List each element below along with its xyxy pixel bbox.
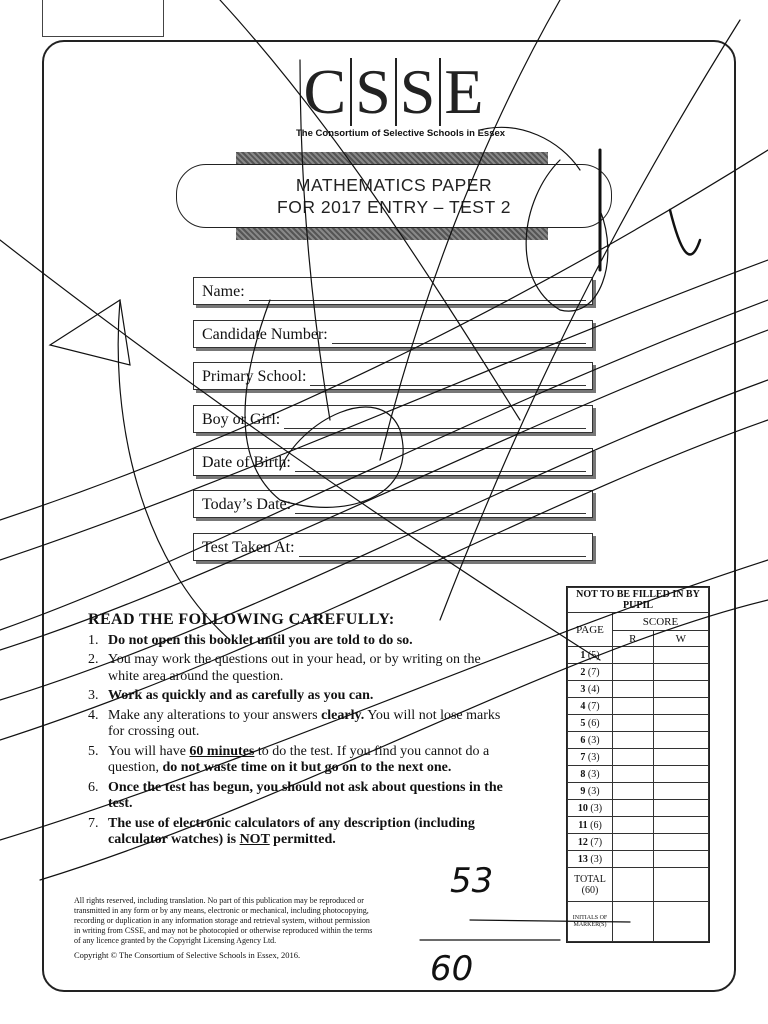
page-number: 4 — [580, 700, 586, 712]
title-line-2: FOR 2017 ENTRY – TEST 2 — [277, 197, 511, 217]
instruction-text-part: You will not lose marks for crossing out. — [108, 707, 501, 739]
instruction-text-underline: 60 minutes — [189, 743, 255, 759]
page-number: 1 — [580, 649, 586, 661]
page-number: 11 — [578, 819, 588, 831]
scribble-line — [380, 0, 560, 460]
field-label: Today’s Date: — [202, 496, 292, 513]
instruction-number: 3. — [88, 688, 99, 703]
wrong-column-header: W — [653, 631, 708, 647]
logo-subtitle: The Consortium of Selective Schools in Essex — [296, 128, 506, 139]
logo-letter: S — [395, 58, 440, 126]
instructions-heading: READ THE FOLLOWING CAREFULLY: — [88, 611, 395, 628]
score-column-header: SCORE — [613, 613, 709, 631]
page-column-header: PAGE — [568, 613, 613, 647]
page-marks: (3) — [587, 768, 600, 780]
page-number: 3 — [580, 683, 586, 695]
page-number: 7 — [580, 751, 586, 763]
page-marks: (6) — [587, 717, 600, 729]
score-table-header: NOT TO BE FILLED IN BY PUPIL — [568, 588, 709, 613]
page-marks: (7) — [587, 666, 600, 678]
instruction-text-bold: do not waste time on it but go on to the next one. — [162, 760, 452, 775]
scribble-line — [0, 420, 768, 740]
page-number: 12 — [577, 836, 588, 848]
page-marks: (7) — [587, 700, 600, 712]
handwritten-score-bottom: 60 — [430, 949, 474, 989]
field-label: Test Taken At: — [202, 539, 295, 556]
instruction-number: 5. — [88, 743, 99, 759]
right-column-header: R — [613, 631, 654, 647]
instruction-number: 7. — [88, 815, 99, 831]
page-marks: (3) — [587, 734, 600, 746]
page-marks: (3) — [587, 751, 600, 763]
instruction-text: Do not open this booklet until you are told to do so. — [108, 632, 413, 648]
field-label: Date of Birth: — [202, 454, 291, 471]
page-marks: (3) — [587, 785, 600, 797]
instruction-text-part: You will have — [108, 743, 190, 759]
page-number: 2 — [580, 666, 586, 678]
scribble-line — [118, 300, 230, 640]
page-marks: (3) — [590, 802, 603, 814]
instruction-text-part: permitted. — [269, 832, 336, 847]
instruction-text-part: The use of electronic calculators of any description (including calculator watches) is — [108, 815, 475, 847]
scribble-shape — [526, 160, 608, 311]
instruction-number: 1. — [88, 632, 99, 648]
rights-notice: All rights reserved, including translation. No part of this publication may be reproduced or transmitted in any form or by any means, electronic or mechanical, including photocopying, recording or duplication in any information storage and retrieval system, without permission in writing from CSSE, and may not be photocopied or otherwise reproduced within the terms of any licence granted by the Copyright Licensing Agency Ltd. — [74, 896, 373, 945]
title-line-1: MATHEMATICS PAPER — [295, 175, 493, 195]
field-label: Candidate Number: — [202, 326, 328, 343]
page-marks: (6) — [590, 819, 602, 831]
page-marks: (3) — [590, 853, 603, 865]
copyright-notice: Copyright © The Consortium of Selective Schools in Essex, 2016. — [74, 950, 301, 960]
page-number: 9 — [580, 785, 586, 797]
scribble-line — [40, 600, 768, 880]
page-marks: (7) — [590, 836, 603, 848]
logo-letter: C — [303, 56, 348, 127]
page-number: 13 — [577, 853, 588, 865]
scribble-line — [0, 380, 768, 700]
total-label: TOTAL — [574, 873, 606, 885]
page-number: 5 — [580, 717, 586, 729]
page-number: 6 — [580, 734, 586, 746]
instruction-text-part: to do the test. If you find you cannot do a question, — [108, 743, 490, 775]
instruction-text: Work as quickly and as carefully as you can. — [108, 688, 374, 703]
page-marks: (4) — [587, 683, 600, 695]
page-number: 10 — [577, 802, 588, 814]
initials-label: INITIALS OF MARKER(S) — [568, 902, 613, 942]
page-marks: (5) — [587, 649, 600, 661]
instruction-text: Once the test has begun, you should not ask about questions in the test. — [108, 779, 503, 811]
instruction-number: 2. — [88, 652, 99, 667]
total-marks: (60) — [581, 884, 599, 896]
scribble-line — [0, 260, 768, 560]
instruction-number: 4. — [88, 707, 99, 723]
instruction-text: You may work the questions out in your head, or by writing on the white area around the question. — [108, 652, 481, 684]
field-label: Primary School: — [202, 368, 307, 385]
field-label: Boy or Girl: — [202, 411, 281, 428]
instruction-text-part: Make any alterations to your answers — [108, 707, 322, 723]
scribble-line — [470, 920, 630, 922]
page-number: 8 — [580, 768, 586, 780]
scribble-line — [440, 20, 740, 620]
scribble-line — [220, 0, 520, 420]
scribble-stroke — [670, 210, 700, 254]
scribble-shape — [245, 300, 403, 507]
instruction-number: 6. — [88, 779, 99, 795]
field-label: Name: — [202, 283, 245, 300]
logo-letter: S — [350, 58, 395, 126]
instruction-text-bold: clearly. — [321, 707, 365, 723]
scribble-line — [480, 127, 580, 170]
logo-letter: E — [439, 58, 487, 126]
instruction-text-underline: NOT — [239, 832, 270, 847]
handwritten-score-top: 53 — [450, 861, 494, 901]
